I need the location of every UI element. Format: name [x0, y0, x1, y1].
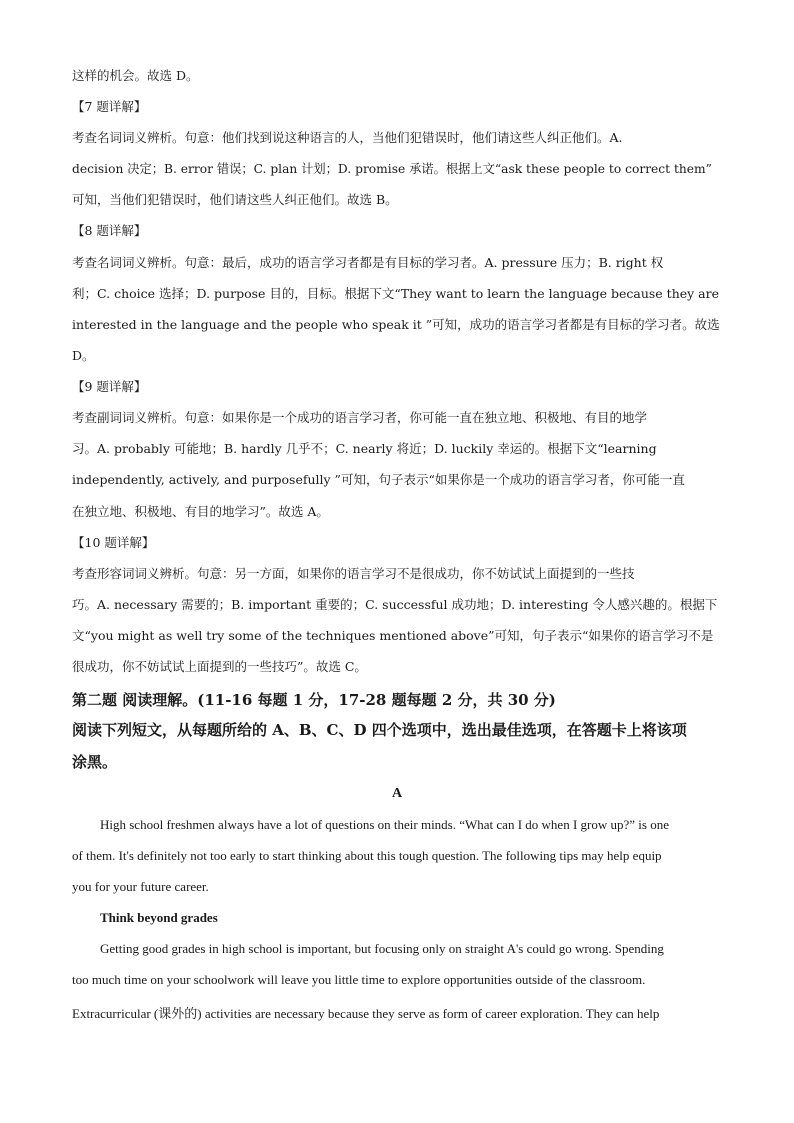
text-line: decision 决定；B. error 错误；C. plan 计划；D. promise 承诺。根据上文“ask these people to correct them” — [72, 162, 712, 176]
text-line: 利；C. choice 选择；D. purpose 目的，目标。根据下文“They want to learn the language because they are — [72, 286, 719, 301]
text-line: 考查名词词义辨析。句意：最后，成功的语言学习者都是有目标的学习者。A. pressure 压力；B. right 权 — [72, 255, 664, 270]
instruction-line: 阅读下列短文，从每题所给的 A、B、C、D 四个选项中，选出最佳选项，在答题卡上将该项 — [72, 721, 687, 739]
text-line: 文“you might as well try some of the techniques mentioned above”可知，句子表示“如果你的语言学习不是 — [72, 628, 714, 643]
text-line: 考查名词词义辨析。句意：他们找到说这种语言的人，当他们犯错误时，他们请这些人纠正他们。A. — [72, 130, 623, 145]
text-line: 可知，当他们犯错误时，他们请这些人纠正他们。故选 B。 — [72, 192, 398, 207]
text-line: independently, actively, and purposefully ”可知，句子表示“如果你是一个成功的语言学习者，你可能一直 — [72, 472, 685, 487]
text-line: 习。A. probably 可能地；B. hardly 几乎不；C. nearly 将近；D. luckily 幸运的。根据下文“learning — [72, 441, 657, 456]
passage-line: you for your future career. — [72, 879, 209, 894]
question-9-heading: 【9 题详解】 — [72, 379, 147, 394]
instruction-line: 涂黑。 — [72, 753, 118, 771]
question-8-heading: 【8 题详解】 — [72, 223, 147, 238]
passage-line: Extracurricular (课外的) activities are necessary because they serve as form of career exploration. They can help — [72, 1006, 660, 1021]
passage-line: High school freshmen always have a lot of questions on their minds. “What can I do when I grow up?” is one — [100, 817, 669, 832]
subheading: Think beyond grades — [100, 910, 218, 925]
section-title: 第二题 阅读理解。(11-16 每题 1 分，17-28 题每题 2 分，共 30 分) — [72, 691, 556, 709]
text-line: interested in the language and the people who speak it ”可知，成功的语言学习者都是有目标的学习者。故选 — [72, 317, 720, 332]
passage-line: of them. It's definitely not too early to start thinking about this tough question. The following tips may help equip — [72, 848, 662, 863]
text-line: D。 — [72, 348, 95, 363]
question-7-heading: 【7 题详解】 — [72, 99, 147, 114]
text-line: 这样的机会。故选 D。 — [72, 68, 199, 83]
text-line: 巧。A. necessary 需要的；B. important 重要的；C. successful 成功地；D. interesting 令人感兴趣的。根据下 — [72, 597, 718, 612]
question-10-heading: 【10 题详解】 — [72, 535, 155, 550]
passage-line: Getting good grades in high school is important, but focusing only on straight A's could go wrong. Spending — [100, 941, 664, 956]
text-line: 考查形容词词义辨析。句意：另一方面，如果你的语言学习不是很成功，你不妨试试上面提到的一些技 — [72, 566, 635, 581]
passage-line: too much time on your schoolwork will leave you little time to explore opportunities outside of the classroom. — [72, 972, 646, 987]
text-line: 考查副词词义辨析。句意：如果你是一个成功的语言学习者，你可能一直在独立地、积极地、有目的地学 — [72, 410, 648, 425]
text-line: 在独立地、积极地、有目的地学习”。故选 A。 — [72, 504, 329, 519]
passage-label: A — [391, 786, 403, 801]
text-line: 很成功，你不妨试试上面提到的一些技巧”。故选 C。 — [72, 659, 367, 674]
